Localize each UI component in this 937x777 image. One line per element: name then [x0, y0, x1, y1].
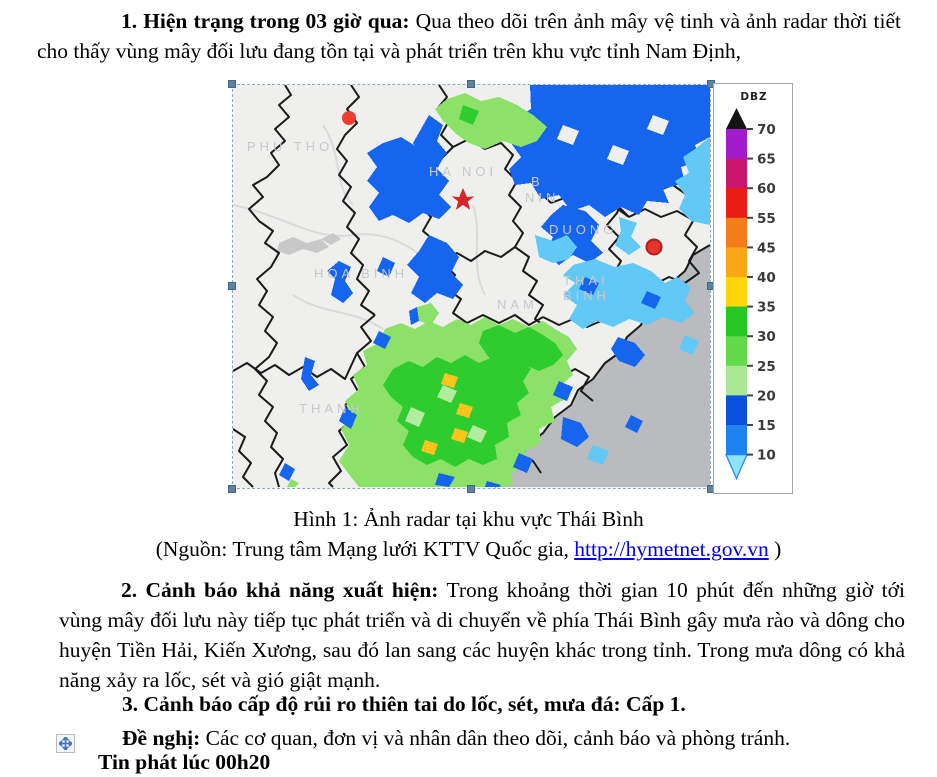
- legend-tick-label: 15: [757, 418, 776, 434]
- legend-segment: [726, 247, 747, 277]
- paragraph-warning: [59, 575, 905, 695]
- legend-segment: [726, 188, 747, 218]
- move-arrows-icon: [59, 737, 72, 750]
- figure-source-prefix: (Nguồn: Trung tâm Mạng lưới KTTV Quốc gia,: [155, 537, 575, 561]
- selection-handle-nw[interactable]: [228, 80, 236, 88]
- table-move-handle-icon[interactable]: [56, 734, 75, 753]
- selection-handle-w[interactable]: [228, 282, 236, 290]
- map-label: THAI: [563, 273, 609, 288]
- legend-tick-label: 45: [757, 240, 776, 257]
- legend-segment: [726, 395, 747, 425]
- legend-top-arrow: [726, 108, 747, 129]
- legend-segment: [726, 159, 747, 189]
- legend-tick-label: 30: [757, 329, 776, 346]
- legend-title: DBZ: [740, 91, 768, 103]
- dbz-colorbar: [714, 84, 791, 492]
- legend-segment: [726, 307, 747, 337]
- legend-tick-label: 60: [757, 181, 776, 198]
- legend-segment: [726, 129, 747, 159]
- legend-tick-label: 40: [757, 270, 776, 286]
- recommendation-text: Các cơ quan, đơn vị và nhân dân theo dõi, cảnh báo và phòng tránh.: [200, 726, 791, 750]
- legend-tick-label: 20: [757, 388, 776, 405]
- legend-segment: [726, 425, 747, 455]
- paragraph-status: [37, 6, 901, 66]
- legend-segment: [726, 366, 747, 396]
- legend-tick-label: 70: [757, 122, 776, 138]
- map-label: NIN: [525, 190, 560, 205]
- legend-bottom-arrow: [726, 455, 747, 479]
- map-label: THANH: [299, 401, 364, 416]
- map-label: DUONG: [549, 222, 618, 237]
- map-label: HA NOI: [429, 164, 498, 179]
- figure-caption: Hình 1: Ảnh radar tại khu vực Thái Bình: [293, 507, 644, 531]
- legend-segment: [726, 336, 747, 366]
- source-link[interactable]: http://hymetnet.gov.vn: [574, 537, 769, 561]
- radar-site-dot-east: [647, 240, 662, 255]
- legend-tick-label: 55: [757, 210, 776, 227]
- map-label: PHU THO: [247, 139, 334, 154]
- paragraph-status-heading: 1. Hiện trạng trong 03 giờ qua:: [121, 9, 410, 33]
- dbz-legend: [713, 83, 793, 494]
- radar-map-graphic: [233, 85, 710, 488]
- paragraph-warning-heading: 2. Cảnh báo khả năng xuất hiện:: [121, 578, 439, 602]
- legend-tick-label: 35: [757, 299, 776, 316]
- legend-segment: [726, 218, 747, 248]
- recommendation-heading: Đề nghị:: [122, 726, 201, 750]
- legend-tick-label: 10: [757, 447, 776, 464]
- selection-handle-n[interactable]: [467, 80, 475, 88]
- paragraph-status-text: Qua theo dõi trên ảnh mây vệ tinh và ảnh radar thời tiết cho thấy vùng mây đối lưu đang tồn tại và phát triển trên khu vực tỉnh Nam Định,: [37, 9, 901, 63]
- map-label: B: [531, 174, 544, 189]
- paragraph-risk-level: 3. Cảnh báo cấp độ rủi ro thiên tai do lốc, sét, mưa đá: Cấp 1.: [122, 692, 686, 716]
- publish-time: Tin phát lúc 00h20: [98, 750, 271, 774]
- map-label: NAM: [497, 297, 538, 312]
- legend-tick-label: 65: [757, 151, 776, 168]
- radar-figure: [233, 83, 793, 495]
- legend-tick-label: 25: [757, 358, 776, 375]
- paragraph-warning-text: Trong khoảng thời gian 10 phút đến những giờ tới vùng mây đối lưu này tiếp tục phát triển và di chuyển về phía Thái Bình gây mưa rào và dông cho huyện Tiền Hải, Kiến Xương, sau đó lan sang các huyện khác trong tỉnh. Trong mưa dông có khả năng xảy ra lốc, sét và gió giật mạnh.: [59, 578, 905, 692]
- selection-handle-s[interactable]: [467, 485, 475, 493]
- figure-source: [0, 534, 937, 564]
- radar-map-image[interactable]: [233, 85, 710, 488]
- selection-handle-sw[interactable]: [228, 485, 236, 493]
- radar-site-dot-northwest: [342, 111, 356, 125]
- map-label: HOA BINH: [314, 266, 409, 281]
- legend-segment: [726, 277, 747, 307]
- map-label: BINH: [563, 288, 611, 303]
- figure-source-suffix: ): [768, 537, 782, 561]
